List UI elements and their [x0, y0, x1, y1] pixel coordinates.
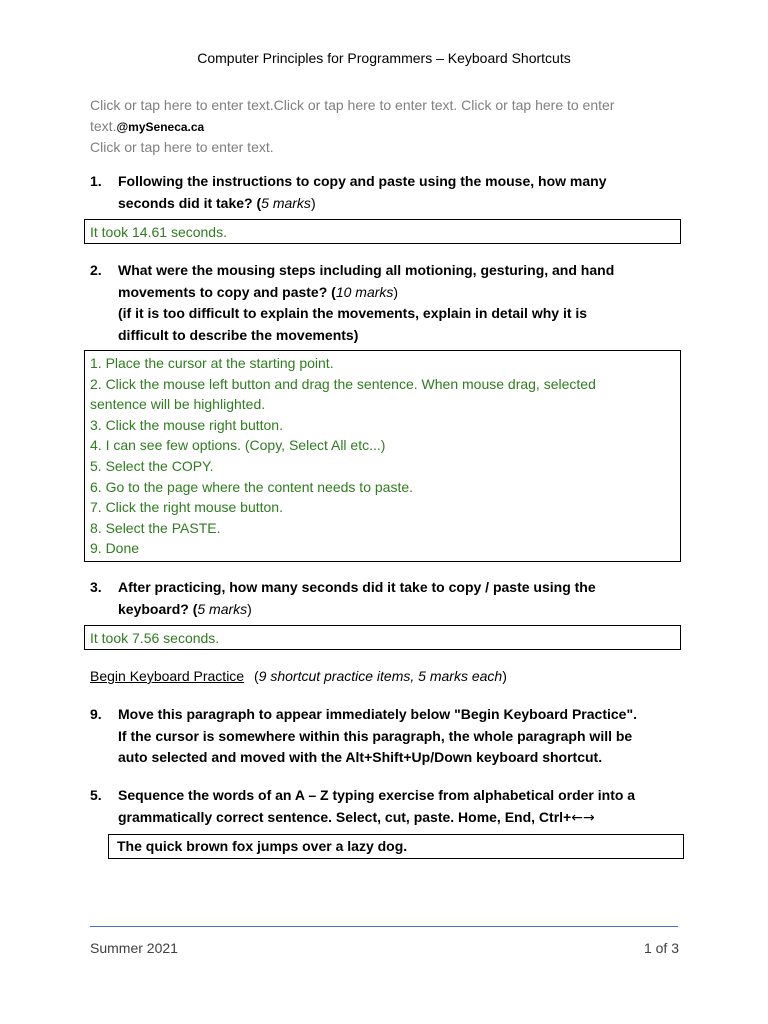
answer-line: 6. Go to the page where the content needs to paste.	[90, 478, 414, 495]
practice-open-paren: (	[253, 668, 259, 684]
marks-label: 10 marks	[335, 283, 394, 300]
left-right-arrows-icon: ←→	[571, 809, 595, 826]
email-domain: @mySeneca.ca	[116, 119, 205, 134]
page-title: Computer Principles for Programmers – Keyboard Shortcuts	[197, 50, 571, 66]
answer-line: 9. Done	[90, 540, 140, 557]
answer-line: 8. Select the PASTE.	[90, 519, 221, 536]
footer-term: Summer 2021	[90, 940, 178, 956]
email-line	[90, 116, 690, 138]
answer-box-3[interactable]	[84, 625, 681, 650]
answer-line: 1. Place the cursor at the starting point.	[90, 355, 334, 371]
name-placeholder[interactable]: Click or tap here to enter text.Click or tap here to enter text. Click or tap here to enter	[90, 97, 615, 113]
student-info-block	[90, 95, 690, 158]
id-placeholder[interactable]: Click or tap here to enter text.	[90, 139, 274, 155]
answer-line: 4. I can see few options. (Copy, Select All etc...)	[90, 437, 386, 454]
question-number: 2.	[90, 262, 102, 278]
question-text: Following the instructions to copy and paste using the mouse, how many seconds did it take? (5 marks)	[118, 173, 607, 211]
answer-line: sentence will be highlighted.	[90, 396, 266, 413]
footer-page-number: 1 of 3	[643, 940, 679, 956]
answer-line: 5. Select the COPY.	[90, 457, 214, 474]
question-3	[90, 577, 690, 620]
sentence-answer-text: The quick brown fox jumps over a lazy dog.	[117, 838, 408, 854]
practice-note: 9 shortcut practice items, 5 marks each	[258, 668, 503, 684]
email-placeholder[interactable]: text.	[90, 117, 117, 134]
sentence-answer-box[interactable]	[108, 834, 684, 859]
answer-line: 3. Click the mouse right button.	[90, 416, 283, 433]
answer-line: 2. Click the mouse left button and drag the sentence. When mouse drag, selected	[90, 375, 596, 392]
practice-item-5	[90, 785, 690, 829]
question-2	[90, 260, 690, 346]
practice-item-9[interactable]	[90, 704, 690, 769]
practice-heading	[90, 666, 507, 686]
item-text: Move this paragraph to appear immediately below "Begin Keyboard Practice". If the cursor is somewhere within this paragraph, the whole paragraph will be auto selected and moved with the Alt+Shift+Up/Down keyboard shortcut.	[118, 706, 637, 765]
footer-divider	[90, 926, 678, 927]
answer-text: It took 14.61 seconds.	[90, 224, 227, 240]
practice-close-paren: )	[502, 668, 507, 684]
marks-label: 5 marks	[261, 194, 311, 211]
item-number: 9.	[90, 706, 102, 722]
question-number: 3.	[90, 579, 102, 595]
question-1	[90, 171, 690, 214]
practice-title: Begin Keyboard Practice	[90, 668, 245, 684]
question-number: 1.	[90, 173, 102, 189]
answer-line: 7. Click the right mouse button.	[90, 499, 283, 516]
answer-text: It took 7.56 seconds.	[90, 630, 220, 646]
marks-label: 5 marks	[197, 600, 248, 617]
answer-box-1[interactable]	[84, 219, 681, 244]
item-text: Sequence the words of an A – Z typing exercise from alphabetical order into a grammatically correct sentence. Select, cut, paste. Home, End, Ctrl+←→	[118, 787, 636, 826]
item-number: 5.	[90, 787, 102, 803]
answer-box-2[interactable]	[84, 350, 681, 562]
question-text: After practicing, how many seconds did it take to copy / paste using the keyboard? (5 marks)	[118, 579, 596, 617]
question-text: What were the mousing steps including all motioning, gesturing, and hand movements to copy and paste? (10 marks) (if it is too difficult to explain the movements, explain in detail why it is difficult to describe the movements)	[118, 262, 615, 343]
